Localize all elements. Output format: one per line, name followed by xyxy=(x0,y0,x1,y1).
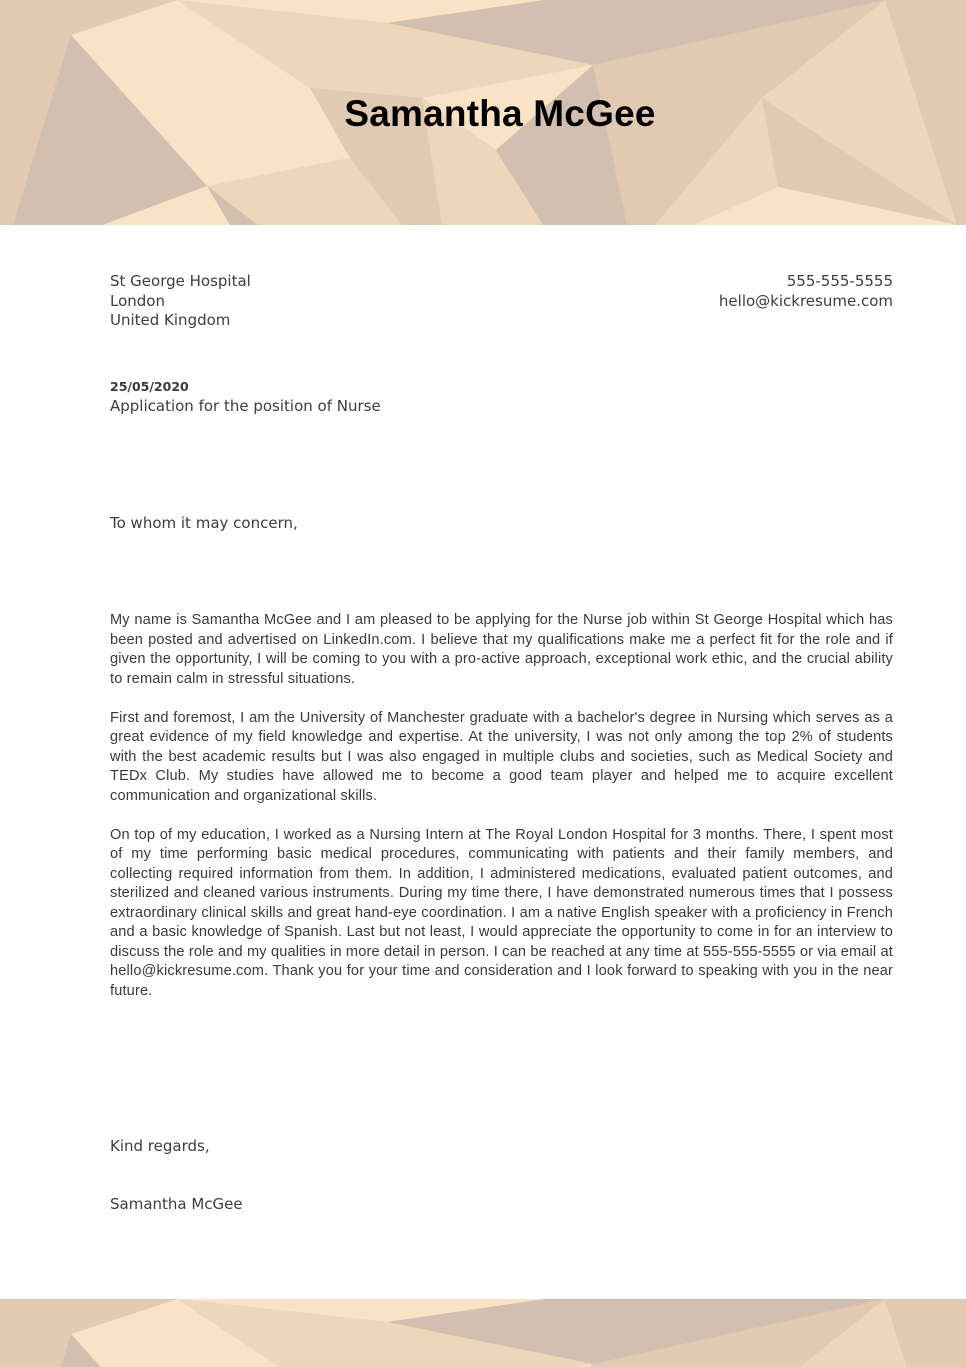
email-address: hello@kickresume.com xyxy=(718,291,893,310)
letter-greeting: To whom it may concern, xyxy=(110,514,298,532)
body-paragraph: On top of my education, I worked as a Nursing Intern at The Royal London Hospital for 3 months. There, I spent most of my time performing basic medical procedures, communicating with patients and their family members, and collecting required information from them. In addition, I administered medications, evaluated patient outcomes, and sterilized and cleaned various instruments. During my time there, I have demonstrated numerous times that I possess extraordinary clinical skills and great hand-eye coordination. I am a native English speaker with a proficiency in French and a basic knowledge of Spanish. Last but not least, I would appreciate the opportunity to come in for an interview to discuss the role and my qualities in more detail in person. I can be reached at any time at 555-555-5555 or via email at hello@kickresume.com. Thank you for your time and consideration and I look forward to speaking with you in the near future. xyxy=(110,826,893,999)
letter-subject: Application for the position of Nurse xyxy=(110,397,381,415)
letter-date: 25/05/2020 xyxy=(110,379,189,394)
recipient-line: London xyxy=(110,291,165,310)
header-banner xyxy=(0,0,966,225)
body-paragraph: My name is Samantha McGee and I am pleased to be applying for the Nurse job within St George Hospital which has been posted and advertised on LinkedIn.com. I believe that my qualifications make me a perfect fit for the role and if given the opportunity, I will be coming to you with a pro-active approach, exceptional work ethic, and the crucial ability to remain calm in stressful situations. xyxy=(110,612,893,687)
recipient-line: United Kingdom xyxy=(110,311,231,329)
body-paragraph: First and foremost, I am the University of Manchester graduate with a bachelor's degree in Nursing which serves as a great evidence of my field knowledge and expertise. At the university, I was not only among the top 2% of students with the best academic results but I was also engaged in multiple clubs and societies, such as Medical Society and TEDx Club. My studies have allowed me to become a good team player and helped me to acquire excellent communication and organizational skills. xyxy=(110,709,893,804)
letter-closing: Kind regards, xyxy=(110,1137,210,1155)
letter-body xyxy=(110,611,893,1021)
recipient-line: St George Hospital xyxy=(110,272,251,290)
recipient-address xyxy=(110,272,251,331)
letter-signature: Samantha McGee xyxy=(110,1195,243,1213)
footer-banner xyxy=(0,1299,966,1367)
low-poly-pattern-icon xyxy=(0,1299,966,1367)
applicant-name: Samantha McGee xyxy=(344,93,656,134)
phone-number: 555-555-5555 xyxy=(786,272,893,290)
contact-info xyxy=(719,272,893,311)
